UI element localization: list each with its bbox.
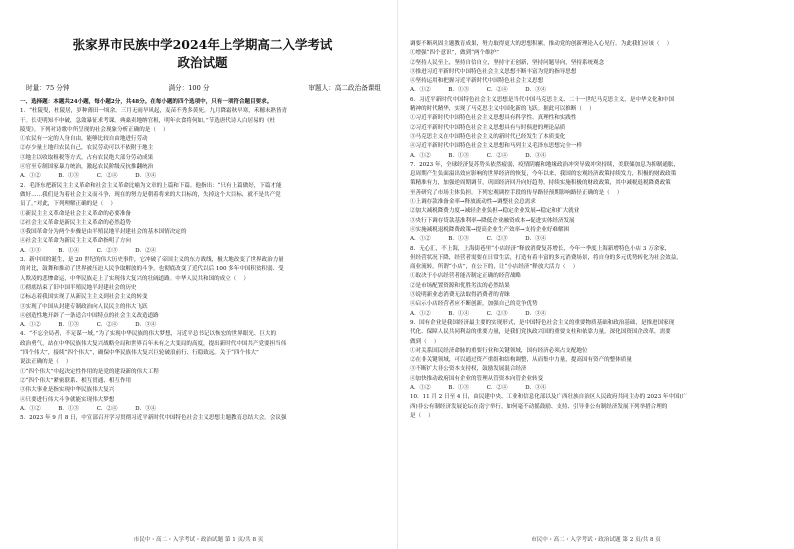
- text-line: ②“四个伟大”紧密联系、相互贯通、相互作用: [20, 377, 132, 384]
- text-line: ④只要进行伟大斗争就能实现伟大梦想: [20, 396, 115, 403]
- text-line: ①取决于小店经营者能否制定正确的经营战略: [410, 273, 521, 280]
- text-line: ②是市场配置资源和优胜劣汰的必然结果: [410, 282, 510, 289]
- text-line: 调要不断巩固主题教育成果，努力取得更大的思想积累，推动党的创新理论入心见行。为此我们应该（ ）: [410, 41, 673, 47]
- page-footer-left: 市民中・高二・入学考试・政治试题 第 1 页/共 8 页: [133, 537, 264, 543]
- text-line: ③实现了中国从封建专制政治向人民民主的伟大飞跃: [20, 303, 148, 310]
- page-footer-right: 市民中・高二・入学考试・政治试题 第 2 页/共 8 页: [531, 537, 661, 543]
- text-line: 的对比，鼓舞和推动了世界被压迫人民争取解放的斗争，也彻底改变了近代以后 100 多年中国积贫积弱、受: [20, 266, 284, 273]
- text-line: ②在非关键领域，可以通过资产重组和结构调整，从而集中力量，提高国有资产的整体质量: [410, 357, 632, 364]
- text-line: ③推进习近平新时代中国特色社会主义思想不断丰富为党的指导思想: [410, 68, 577, 75]
- question-text-left: [20, 98, 385, 423]
- text-line: 10．11 月 2 日至 4 日，由民建中央、工业和信息化部以及广西壮族自治区人民政府共同主办的 2023 年中国(广: [410, 394, 688, 401]
- text-line: 3．新中国的诞生，是 20 世纪的伟大历史事件，它冲破了帝国主义的东方战线，极大地改变了世界政治力量: [20, 257, 284, 264]
- time-info: 时量：75 分钟: [26, 84, 70, 92]
- text-line: 政治勇气，站在中华民族伟大复兴战略全局和世界百年未有之大变局的高度，提出新时代中国共产党要担当伟: [20, 340, 287, 347]
- text-line: 8．无心汇，不上海，上海街巷里“小店经济”释放消费复苏增长，今年一季度上海新增特色小店 3 万余家，: [410, 245, 671, 252]
- exam-title: 张家界市民族中学2024年上学期高二入学考试: [72, 37, 333, 52]
- text-line: ④社会主义革命为新民主主义革命指明了方向: [20, 238, 131, 245]
- text-line: 7．2023 年，全球经济复苏势头依然疲弱，疫情阴霾和地缘政治冲突导致冲突持续，美联储加息为抑制通胀，: [410, 161, 680, 168]
- text-line: ①上调存款准备金率→释放流动性→调整社会总需求: [410, 199, 536, 206]
- text-line: A．①② B．①③ C．②④ D．③④: [20, 322, 157, 329]
- text-line: 1．“杜陵叟，杜陵居，岁种薄田一顷余。三月无雨旱风起，麦苗不秀多黄死。九月降霜秋早寒，禾穗未熟皆青: [20, 108, 288, 115]
- left-lines: [20, 107, 385, 423]
- text-line: 息周期产生负面溢出效应影响的世界经济的恢复，今年以来，我国的宏观经济政策持续发力，积极的财政政策: [410, 171, 677, 178]
- text-line: A．①② B．①③ C．②④ D．③④: [410, 152, 547, 159]
- text-line: 4．“不忘全局者，不足谋一域。”为了实现中华民族的伟大梦想，习近平总书记以恢宏的世界眼光、巨大的: [20, 331, 277, 338]
- text-line: ④官至专制国家暴力统治，激起农民阶级反抗推翻统治: [20, 164, 154, 171]
- section-heading: 一、选择题：本题共24小题，每小题2分，共48分。在每小题的四个选项中，只有一项符合题目要求。: [20, 99, 273, 105]
- text-line: ①“四个伟大”中起决定性作用的是党的建设新的伟大工程: [20, 368, 159, 375]
- text-line: 是（ ）: [410, 412, 434, 419]
- text-line: ③马克思主义在中国特色社会主义的新时代已经发生了本质变化: [410, 133, 566, 140]
- text-line: ②习近平新时代中国特色社会主义思想具有与时俱进的理论品质: [410, 124, 566, 131]
- text-line: “四个伟大”，接续“四个伟大”，确保中华民族伟大复兴巨轮破浪前行、行稳致远。关于“四个伟大”: [20, 350, 259, 357]
- text-line: 做好……我们是为着社会主义而斗争，现在的努力是朝着将来的大目标的，失掉这个大目标，就不是共产党: [20, 191, 281, 198]
- text-line: 西)非公有制经济发展论坛在南宁举行。如何毫不动摇鼓励、支持、引导非公有制经济发展下列举措合理的: [410, 403, 668, 410]
- reviewer-label: 审题人：: [308, 84, 335, 92]
- text-line: ③不断扩大非公资本支持权，鼓励发展混合经济: [410, 366, 527, 373]
- text-line: 干。长吏明知不申破，急敛暴征求考课。典桑卖地纳官租，明年衣食将何如。”节选唐代诗人白居易的《杜: [20, 117, 276, 124]
- text-line: ②标志着我国实现了从新民主主义到社会主义的转变: [20, 294, 148, 301]
- text-line: 员了。”对此，下列理解正确的是（ ）: [20, 201, 116, 208]
- text-line: 2．毛泽东把新民主主义革命和社会主义革命比喻为文章的上篇和下篇。他指出：“只有上篇做好，下篇才能: [20, 182, 282, 189]
- text-line: ①对关系国民经济命脉的重要行业和关键领域，国有经济必须占支配地位: [410, 347, 588, 354]
- text-line: ①新民主主义革命是社会主义革命的必要准备: [20, 210, 131, 217]
- text-line: 人欺凌的悲惨命运，中华民族走上了实现伟大复兴的壮阔道路。中华人民共和国的成立（ ）: [20, 275, 249, 282]
- text-line: ③伟大事业是指实现中华民族伟大复兴: [20, 387, 115, 394]
- text-line: ③央行下调存贷款基准利率→降低企业融资成本→促进实体经济发展: [410, 217, 575, 224]
- text-line: 代化、保障人民共同利益的重要力量，是我们党执政兴国的重要支柱和依靠力量。深化国资国企改革，需要: [410, 329, 671, 336]
- text-line: ②社会主义革命是新民主主义革命的必然趋势: [20, 219, 131, 226]
- text-line: A．①② B．①③ C．②④ D．③④: [410, 87, 547, 94]
- text-line: 5．2023 年 9 月 8 日，中宣部召开学习贯彻习近平新时代中国特色社会主义思想主题教育总结大会。会议强: [20, 415, 287, 422]
- right-lines: [410, 40, 780, 421]
- text-line: ③地主以收取租税等方式，占有农民绝大部分劳动成果: [20, 154, 154, 161]
- text-line: A．①② B．①③ C．②④ D．③④: [20, 405, 157, 412]
- exam-meta: [26, 82, 381, 92]
- text-line: 但经营状况下降，经营者需要在日常生活，打造有着丰富的多元消费场景，将自身的多元优势转化为社会效益，: [410, 254, 682, 261]
- exam-subject: 政治试题: [177, 55, 228, 70]
- text-line: ②存少量土地归农民自己，农民劳动可以不依附于地主: [20, 145, 154, 152]
- text-line: A．①② B．①③ C．②④ D．③④: [410, 384, 547, 391]
- text-line: 至善研究了市场主体负担。下列宏观调控手段的传导路径预期影响路径正确的是（ ）: [410, 189, 623, 196]
- page-right: [397, 0, 794, 549]
- text-line: ①农民有一定的人身自由，能够比较自由地进行劳动: [20, 136, 148, 143]
- reviewer-info: [308, 82, 381, 92]
- text-line: 6．习近平新时代中国特色社会主义思想是当代中国马克思主义、二十一世纪马克思主义，是中华文化和中国: [410, 96, 675, 103]
- text-line: 陵叟》。下列对诗歌中所呈现的社会现象分析正确的是（ ）: [20, 126, 169, 133]
- score-info: 满分：100 分: [168, 84, 210, 92]
- text-line: ④坚持运用和把握习近平新时代中国特色社会主义思想: [410, 78, 544, 85]
- text-line: A．①② B．①③ C．②③ D．③④: [410, 236, 547, 243]
- text-line: ④创造性地开辟了一条适合中国特点的社会主义改造道路: [20, 312, 159, 319]
- text-line: ①彻底结束了旧中国半殖民地半封建社会的历史: [20, 284, 137, 291]
- text-line: ③说明新业态消费无法取得消费者的青睐: [410, 292, 510, 299]
- text-line: 做到（ ）: [410, 338, 440, 345]
- text-line: 说法正确的是（ ）: [20, 359, 72, 366]
- text-line: ③我国革命分为两个步骤是由半殖民地半封建社会的基本国情决定的: [20, 229, 187, 236]
- text-line: ④习近平新时代中国特色社会主义思想和马列主义毛泽东思想完全一样: [410, 143, 582, 150]
- text-line: ②坚持人民至上，坚持自信自立，坚持守正创新，坚持问题导向，坚持系统观念: [410, 59, 605, 66]
- text-line: ④启示小店经营者应不断创新，加强自己的竞争优势: [410, 301, 538, 308]
- text-line: A．①② B．①③ C．②④ D．③④: [20, 173, 157, 180]
- text-line: ①增强“四个意识”，做到“两个维护”: [410, 50, 499, 57]
- text-line: 9．国有企业是我国经济最主要的实现形式，是中国特色社会主义的重要物质基础和政治基础，是推进国家现: [410, 319, 675, 326]
- text-line: ④加快推动政府国有企业的管理从管资本向管企业转变: [410, 375, 544, 382]
- text-line: A．①② B．①④ C．②③ D．③④: [410, 310, 547, 317]
- text-line: 商业流转，所谓“小店”，在公下的，让“小店经济”释放大活力（ ）: [410, 264, 579, 271]
- text-line: 精神的时代精华，实现了马克思主义中国化新的飞跃。据此可以推断（ ）: [410, 106, 595, 113]
- reviewer-group: 高二政治备课组: [334, 84, 381, 92]
- text-line: ④实施减税退税降费政策→提高企业生产效率→支持企业好难解困: [410, 226, 570, 233]
- text-line: ①习近平新时代中国特色社会主义思想具有科学性、真理性和实践性: [410, 115, 577, 122]
- question-text-right: [410, 40, 780, 421]
- text-line: 策精准有力，加强逆周期调节，巩固经济回升向好趋势，持续实施积极的财政政策，其中减税退税降费政策: [410, 180, 671, 187]
- text-line: A．①③ B．①④ C．②③ D．②④: [20, 247, 157, 254]
- text-line: ②加大减税降费力度→减轻企业负担→稳定企业发展→稳定和扩大就业: [410, 208, 580, 215]
